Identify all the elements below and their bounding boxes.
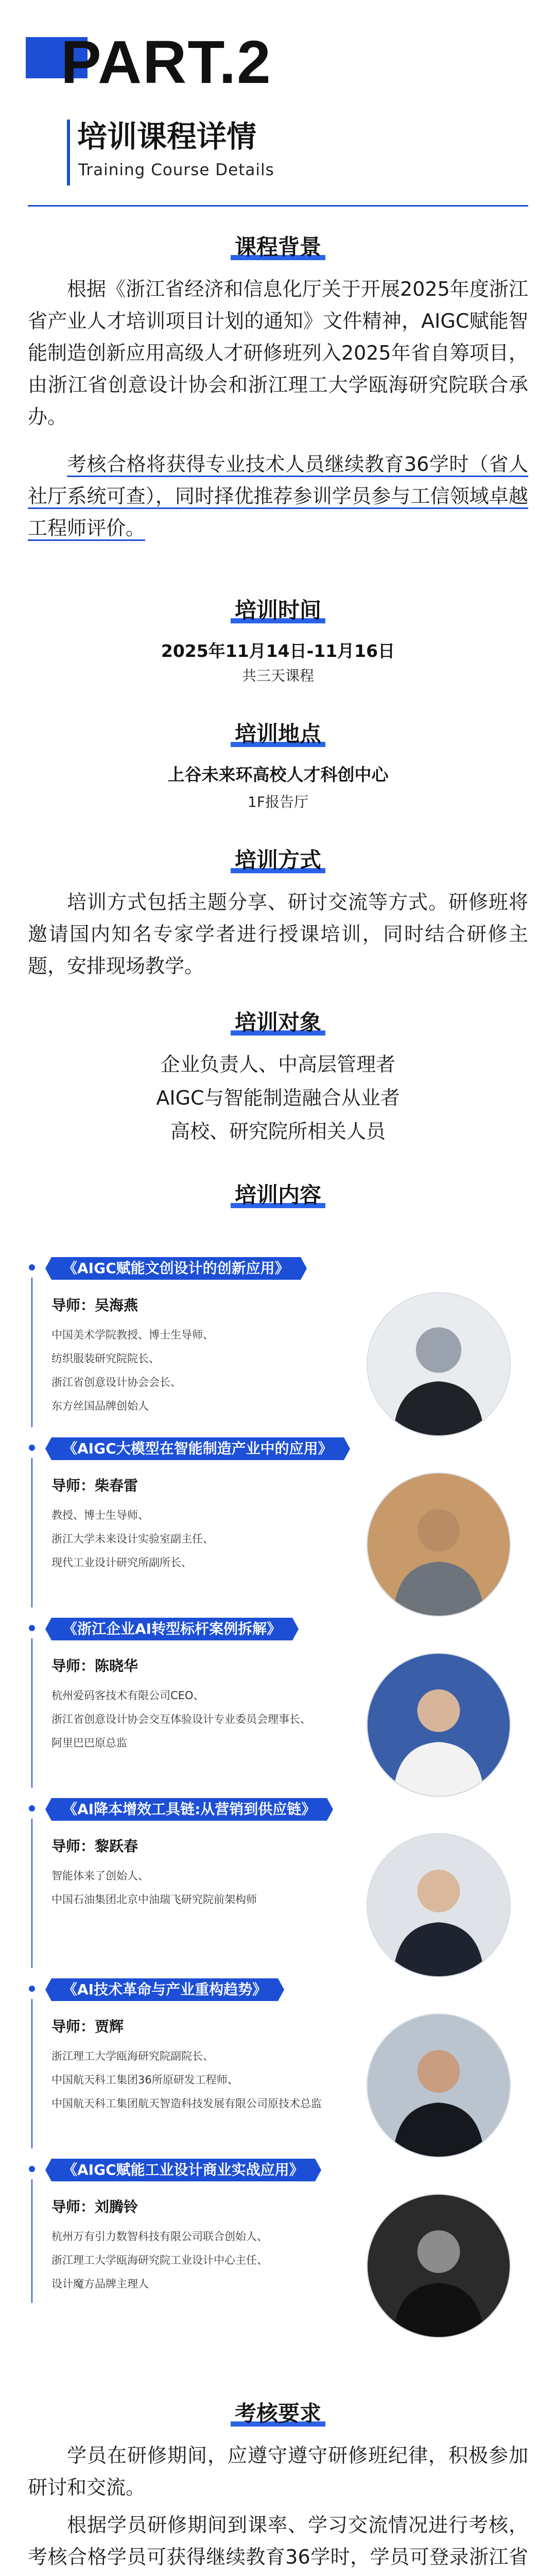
timeline-dot [29,1264,35,1270]
background-heading: 课程背景 [0,234,556,260]
mentor-bio-line: 纺织服装研究院院长、 [51,1352,160,1365]
course-card [0,1618,556,1788]
mentor-photo [367,1833,511,1977]
mentor-avatar-icon [368,1473,510,1616]
mentor-bio [51,1684,340,1755]
timeline-dot [29,1445,35,1451]
training-dates: 2025年11月14日-11月16日 [161,641,395,661]
method-heading: 培训方式 [0,848,556,873]
course-card [0,1798,556,1968]
audience-line: 企业负责人、中高层管理者 [160,1053,395,1076]
assessment-paragraph-2: 根据学员研修期间到课率、学习交流情况进行考核，考核合格学员可获得继续教育36学时，学员可登录浙江省 [28,2514,528,2568]
course-card [0,1437,556,1607]
mentor-name: 导师：黎跃春 [51,1838,138,1855]
header-title-en: Training Course Details [78,161,274,179]
header-accent-line [67,120,70,185]
method-paragraph: 培训方式包括主题分享、研讨交流等方式。研修班将邀请国内知名专家学者进行授课培训，同时结合研修主题，安排现场教学。 [28,891,528,977]
timeline-dot [29,1625,35,1631]
timeline-line [31,1819,32,1968]
mentor-bio-line: 设计魔方品牌主理人 [51,2278,149,2290]
content-heading: 培训内容 [0,1182,556,1208]
background-paragraph-2-text: 考核合格将获得专业技术人员继续教育36学时（省人社厅系统可查），同时择优推荐参训学员参与工信领域卓越工程师评价。 [28,453,528,541]
mentor-photo [367,1653,511,1797]
mentor-bio-line: 中国石油集团北京中油瑞飞研究院前架构师 [51,1893,257,1906]
background-paragraph-2 [28,448,528,544]
mentor-bio-line: 浙江理工大学瓯海研究院工业设计中心主任、 [51,2254,268,2266]
course-title-tag: 《AIGC大模型在智能制造产业中的应用》 [51,1437,344,1460]
mentor-bio-line: 浙江理工大学瓯海研究院副院长、 [51,2050,214,2062]
mentor-name: 导师：贾辉 [51,2018,124,2035]
audience-line: AIGC与智能制造融合从业者 [156,1087,400,1109]
course-card [0,1257,556,1427]
mentor-bio [51,1503,340,1574]
timeline-dot [29,1986,35,1992]
time-heading: 培训时间 [0,598,556,623]
mentor-bio-line: 浙江大学未来设计实验室副主任、 [51,1533,214,1545]
mentor-bio-line: 现代工业设计研究所副所长、 [51,1556,192,1569]
mentor-bio-line: 智能体来了创始人、 [51,1870,149,1882]
course-card [0,2159,556,2329]
mentor-avatar-icon [368,1293,510,1435]
audience-line: 高校、研究院所相关人员 [170,1120,386,1143]
mentor-avatar-icon [368,1834,510,1976]
timeline-line [31,1999,32,2148]
course-title-tag: 《AIGC赋能文创设计的创新应用》 [51,1257,301,1280]
timeline-line [31,1638,32,1788]
training-duration: 共三天课程 [241,667,314,684]
location-heading: 培训地点 [0,721,556,747]
mentor-photo [367,2013,511,2158]
audience-heading: 培训对象 [0,1010,556,1036]
timeline-line [31,2179,32,2303]
timeline-line [31,1458,32,1607]
mentor-bio-line: 中国美术学院教授、博士生导师、 [51,1329,214,1341]
timeline-dot [29,1805,35,1811]
mentor-avatar-icon [368,1654,510,1796]
mentor-name: 导师：刘腾铃 [51,2198,138,2215]
mentor-bio-line: 中国航天科工集团航天智造科技发展有限公司原技术总监 [51,2097,322,2110]
mentor-avatar-icon [368,2195,510,2337]
mentor-bio-line: 浙江省创意设计协会交互体验设计专业委员会理事长、 [51,1713,311,1725]
mentor-bio-line: 杭州爱码客技术有限公司CEO、 [51,1689,204,1702]
mentor-bio-line: 教授、博士生导师、 [51,1509,149,1521]
course-title-tag: 《AIGC赋能工业设计商业实战应用》 [51,2159,315,2181]
mentor-bio [51,1864,340,1911]
course-title-tag: 《AI降本增效工具链:从营销到供应链》 [51,1798,327,1821]
mentor-photo [367,1292,511,1436]
mentor-photo [367,1472,511,1617]
mentor-bio [51,1323,340,1418]
course-title-tag: 《浙江企业AI转型标杆案例拆解》 [51,1618,292,1640]
assessment-heading: 考核要求 [0,2401,556,2427]
training-venue: 上谷未来环高校人才科创中心 [167,765,389,785]
mentor-photo [367,2194,511,2338]
timeline-dot [29,2166,35,2172]
timeline-line [31,1278,32,1427]
mentor-bio [51,2225,340,2296]
mentor-name: 导师：柴春雷 [51,1477,138,1494]
assessment-paragraph-1: 学员在研修期间，应遵守遵守研修班纪律，积极参加研讨和交流。 [28,2444,528,2499]
training-room: 1F报告厅 [248,793,308,810]
mentor-name: 导师：陈晓华 [51,1657,138,1674]
mentor-name: 导师：吴海燕 [51,1297,138,1314]
mentor-avatar-icon [368,2014,510,2157]
background-paragraph-1: 根据《浙江省经济和信息化厅关于开展2025年度浙江省产业人才培训项目计划的通知》文件精神，AIGC赋能智能制造创新应用高级人才研修班列入2025年省自筹项目，由浙江省创意设计协会和浙江理工大学瓯海研究院联合承办。 [28,278,528,428]
page-header [0,0,556,211]
mentor-bio-line: 中国航天科工集团36所原研发工程师、 [51,2074,238,2086]
header-divider [28,205,528,207]
mentor-bio-line: 浙江省创意设计协会会长、 [51,1376,181,1388]
part-title: PART.2 [61,28,272,96]
mentor-bio [51,2044,340,2115]
mentor-bio-line: 阿里巴巴原总监 [51,1737,127,1749]
header-title-cn: 培训课程详情 [77,119,257,154]
course-title-tag: 《AI技术革命与产业重构趋势》 [51,1978,278,2001]
mentor-bio-line: 东方丝国品牌创始人 [51,1400,149,1412]
mentor-bio-line: 杭州万有引力数智科技有限公司联合创始人、 [51,2230,268,2243]
course-card [0,1978,556,2148]
